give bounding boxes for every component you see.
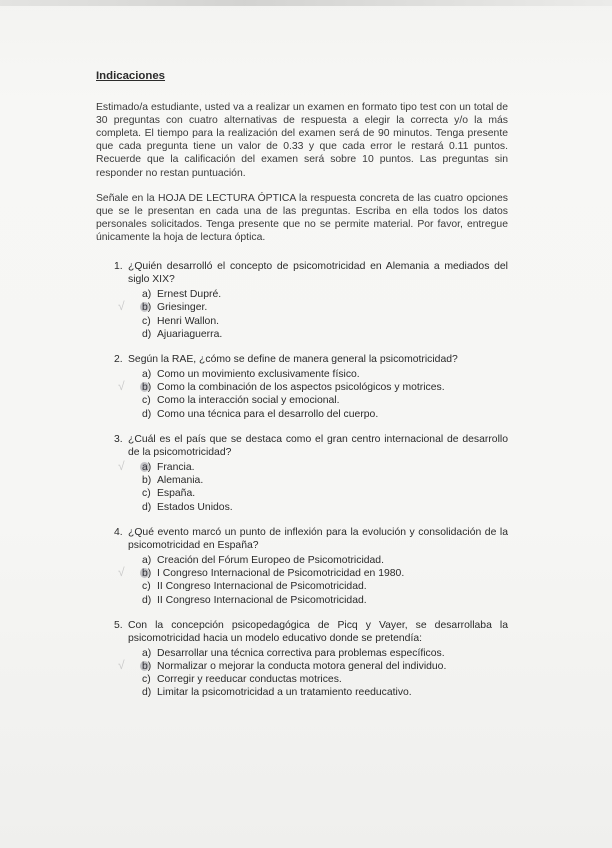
option-a: [142, 647, 508, 660]
instructions-paragraph-2: Señale en la HOJA DE LECTURA ÓPTICA la respuesta concreta de las cuatro opciones que se le presentan en cada una de las preguntas. Escriba en ella todos los datos personales solicitados. Tenga presente que no se permite material. Por favor, entregue únicamente la hoja de lectura óptica.: [96, 192, 508, 243]
option-text: Creación del Fórum Europeo de Psicomotricidad.: [157, 554, 384, 566]
option-b: [142, 474, 508, 487]
option-text: Normalizar o mejorar la conducta motora general del individuo.: [157, 661, 447, 673]
option-text: Estados Unidos.: [157, 501, 233, 513]
instructions-paragraph-1: Estimado/a estudiante, usted va a realizar un examen en formato tipo test con un total de 30 preguntas con cuatro alternativas de respuesta a elegir la correcta y/o la más completa. El tiempo para la realización del examen será de 90 minutos. Tenga presente que cada pregunta tiene un valor de 0.33 y que cada error le restará 0.11 puntos. Recuerde que la calificación del examen será sobre 10 puntos. Las preguntas sin responder no restan puntuación.: [96, 102, 508, 179]
option-letter: b): [142, 475, 152, 487]
option-c: [142, 673, 508, 686]
question-5: [96, 619, 508, 700]
instructions-heading: Indicaciones: [96, 70, 166, 82]
question-4: [96, 526, 508, 607]
question-text: ¿Qué evento marcó un punto de inflexión para la evolución y consolidación de la psicomotricidad en España?: [128, 526, 508, 551]
question-2: [96, 353, 508, 421]
question-text: Con la concepción psicopedagógica de Picq y Vayer, se desarrollaba la psicomotricidad hacia un modelo educativo donde se pretendía:: [128, 619, 508, 644]
paper-fold-shadow: [0, 0, 612, 6]
question-list: [96, 260, 508, 700]
option-c: [142, 315, 508, 328]
option-letter-marked: b): [142, 381, 157, 394]
option-text: Desarrollar una técnica correctiva para problemas específicos.: [157, 647, 445, 659]
option-text: España.: [157, 488, 196, 500]
option-letter: a): [142, 369, 152, 381]
option-text: Ernest Dupré.: [157, 289, 222, 301]
option-text: Alemania.: [157, 475, 204, 487]
option-a: [142, 288, 508, 301]
check-mark-icon: √: [118, 565, 125, 580]
option-letter-marked: b): [142, 567, 157, 580]
option-letter-marked: b): [142, 660, 157, 673]
option-d: [142, 686, 508, 699]
options-list: [118, 554, 508, 607]
option-letter: d): [142, 594, 152, 606]
option-letter: a): [142, 554, 152, 566]
question-number: 4.: [114, 526, 123, 538]
check-mark-icon: √: [118, 658, 125, 673]
option-b: [118, 379, 508, 394]
option-letter: c): [142, 674, 151, 686]
option-letter: c): [142, 315, 151, 327]
question-3: [96, 433, 508, 514]
question-number: 5.: [114, 619, 123, 631]
option-text: Griesinger.: [157, 302, 208, 314]
option-letter: c): [142, 395, 151, 407]
option-letter: d): [142, 328, 152, 340]
check-mark-icon: √: [118, 379, 125, 394]
option-d: [142, 328, 508, 341]
option-c: [142, 487, 508, 500]
question-number: 3.: [114, 433, 123, 445]
question-text: ¿Cuál es el país que se destaca como el gran centro internacional de desarrollo de la psicomotricidad?: [128, 433, 508, 458]
options-list: [118, 459, 508, 514]
question-number: 1.: [114, 261, 123, 273]
option-letter: a): [142, 289, 152, 301]
option-b: [118, 299, 508, 314]
exam-content: [96, 70, 508, 712]
option-text: Como una técnica para el desarrollo del cuerpo.: [157, 408, 379, 420]
question-text: Según la RAE, ¿cómo se define de manera general la psicomotricidad?: [128, 353, 458, 365]
option-a: [118, 459, 508, 474]
question-1: [96, 260, 508, 341]
option-text: Como la combinación de los aspectos psicológicos y motrices.: [157, 382, 445, 394]
options-list: [118, 288, 508, 341]
question-number: 2.: [114, 353, 123, 365]
option-letter: a): [142, 647, 152, 659]
option-letter: c): [142, 488, 151, 500]
option-text: Limitar la psicomotricidad a un tratamiento reeducativo.: [157, 687, 412, 699]
option-text: Francia.: [157, 462, 195, 473]
option-text: Como la interacción social y emocional.: [157, 395, 340, 407]
option-text: Como un movimiento exclusivamente físico.: [157, 369, 360, 381]
option-c: [142, 580, 508, 593]
check-mark-icon: √: [118, 299, 125, 314]
option-d: [142, 408, 508, 421]
option-letter-marked: a): [142, 461, 157, 474]
options-list: [118, 368, 508, 421]
option-b: [118, 658, 508, 673]
option-text: II Congreso Internacional de Psicomotricidad.: [157, 581, 367, 593]
check-mark-icon: √: [118, 459, 125, 473]
option-d: [142, 501, 508, 514]
option-letter: d): [142, 501, 152, 513]
option-letter: d): [142, 408, 152, 420]
option-text: Corregir y reeducar conductas motrices.: [157, 674, 342, 686]
option-a: [142, 368, 508, 381]
option-text: I Congreso Internacional de Psicomotricidad en 1980.: [157, 568, 405, 580]
option-text: II Congreso Internacional de Psicomotricidad.: [157, 594, 367, 606]
option-a: [142, 554, 508, 567]
option-d: [142, 594, 508, 607]
question-text: ¿Quién desarrolló el concepto de psicomotricidad en Alemania a mediados del siglo XIX?: [128, 261, 508, 286]
option-text: Henri Wallon.: [157, 315, 219, 327]
option-b: [118, 565, 508, 580]
option-text: Ajuariaguerra.: [157, 328, 223, 340]
option-letter: c): [142, 581, 151, 593]
option-letter: d): [142, 687, 152, 699]
option-c: [142, 394, 508, 407]
options-list: [118, 647, 508, 700]
option-letter-marked: b): [142, 301, 157, 314]
